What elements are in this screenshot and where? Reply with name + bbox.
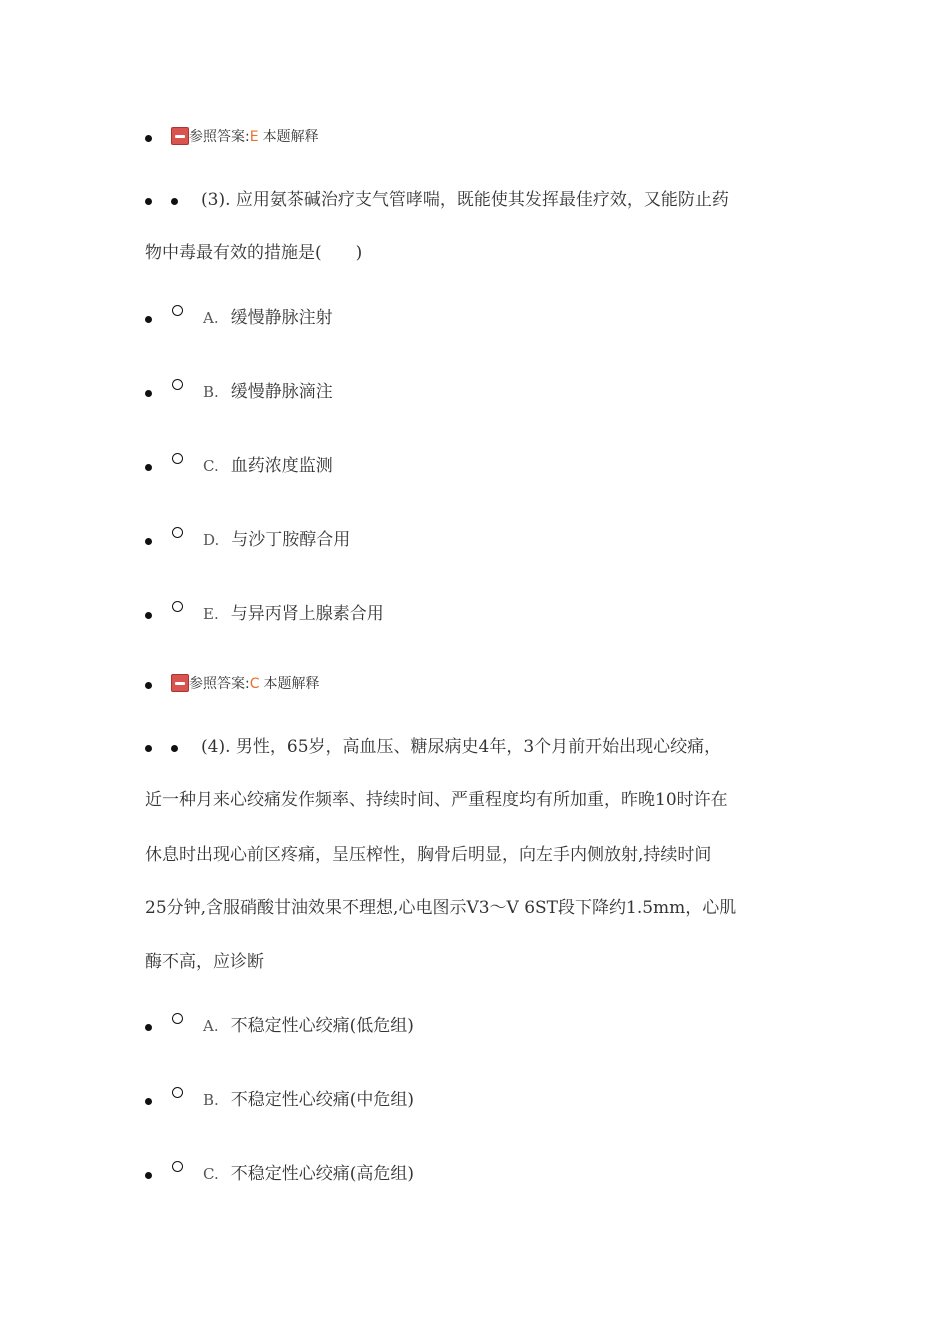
- radio-option-d[interactable]: [172, 527, 183, 538]
- option-letter: C.: [203, 457, 219, 475]
- question-stem-cont: [145, 774, 810, 827]
- bullet: [145, 1098, 152, 1105]
- radio-option-b[interactable]: [172, 1087, 183, 1098]
- stem-line: 酶不高，应诊断: [145, 952, 264, 972]
- option-letter: A.: [203, 309, 219, 327]
- bullet: [145, 538, 152, 545]
- answer-letter: C: [249, 676, 260, 692]
- radio-option-e[interactable]: [172, 601, 183, 612]
- question-number: (4): [201, 737, 226, 757]
- option-text: 与异丙肾上腺素合用: [230, 604, 384, 624]
- option-text: 血药浓度监测: [230, 456, 333, 476]
- bullet: [145, 135, 152, 142]
- radio-option-a[interactable]: [172, 305, 183, 316]
- option-letter: E.: [203, 605, 219, 623]
- option-c[interactable]: [203, 455, 333, 477]
- stem-line: . 应用氨茶碱治疗支气管哮喘，既能使其发挥最佳疗效，又能防止药: [225, 190, 729, 210]
- question-stem-cont: [145, 936, 810, 989]
- stop-icon[interactable]: [171, 127, 189, 145]
- question-stem-cont: [145, 829, 810, 882]
- option-text: 与沙丁胺醇合用: [231, 530, 351, 550]
- bullet: [145, 682, 152, 689]
- radio-option-c[interactable]: [172, 453, 183, 464]
- question-stem-cont: [145, 882, 810, 935]
- option-b[interactable]: [203, 1089, 414, 1111]
- option-letter: B.: [203, 383, 219, 401]
- option-c[interactable]: [203, 1163, 414, 1185]
- stem-line: 25分钟,含服硝酸甘油效果不理想,心电图示V3～V 6ST段下降约1.5mm，心肌: [145, 898, 737, 918]
- option-a[interactable]: [203, 307, 333, 329]
- option-text: 不稳定性心绞痛(中危组): [230, 1090, 415, 1110]
- question-stem-cont: [145, 227, 810, 280]
- option-text: 缓慢静脉滴注: [230, 382, 333, 402]
- stop-icon[interactable]: [171, 674, 189, 692]
- bullet: [145, 390, 152, 397]
- option-letter: B.: [203, 1091, 219, 1109]
- explain-link[interactable]: 本题解释: [262, 129, 319, 145]
- question-number: (3): [201, 190, 226, 210]
- bullet: [145, 464, 152, 471]
- stem-line: 休息时出现心前区疼痛，呈压榨性，胸骨后明显，向左手内侧放射,持续时间: [145, 845, 712, 865]
- option-text: 不稳定性心绞痛(低危组): [230, 1016, 414, 1036]
- bullet: [145, 316, 152, 323]
- bullet: [145, 1024, 152, 1031]
- question-stem: [145, 721, 810, 774]
- answer-letter: E: [249, 129, 259, 145]
- option-e[interactable]: [203, 603, 384, 625]
- answer-prefix: 参照答案:: [189, 676, 250, 692]
- bullet: [145, 1172, 152, 1179]
- option-a[interactable]: [203, 1015, 414, 1037]
- stem-line: 近一种月来心绞痛发作频率、持续时间、严重程度均有所加重，昨晚10时许在: [145, 790, 728, 810]
- option-text: 缓慢静脉注射: [230, 308, 333, 328]
- option-b[interactable]: [203, 381, 333, 403]
- reference-answer: [171, 127, 319, 147]
- stem-line: . 男性，65岁，高血压、糖尿病史4年，3个月前开始出现心绞痛，: [225, 737, 722, 757]
- option-letter: A.: [203, 1017, 219, 1035]
- radio-option-a[interactable]: [172, 1013, 183, 1024]
- reference-answer: [171, 674, 320, 694]
- radio-option-b[interactable]: [172, 379, 183, 390]
- option-letter: C.: [203, 1165, 219, 1183]
- option-d[interactable]: [203, 529, 350, 551]
- stem-line: 物中毒最有效的措施是( ): [145, 243, 363, 263]
- radio-option-c[interactable]: [172, 1161, 183, 1172]
- bullet: [145, 612, 152, 619]
- explain-link[interactable]: 本题解释: [263, 676, 320, 692]
- option-letter: D.: [203, 531, 220, 549]
- answer-prefix: 参照答案:: [189, 129, 250, 145]
- option-text: 不稳定性心绞痛(高危组): [230, 1164, 414, 1184]
- question-stem: [145, 174, 810, 227]
